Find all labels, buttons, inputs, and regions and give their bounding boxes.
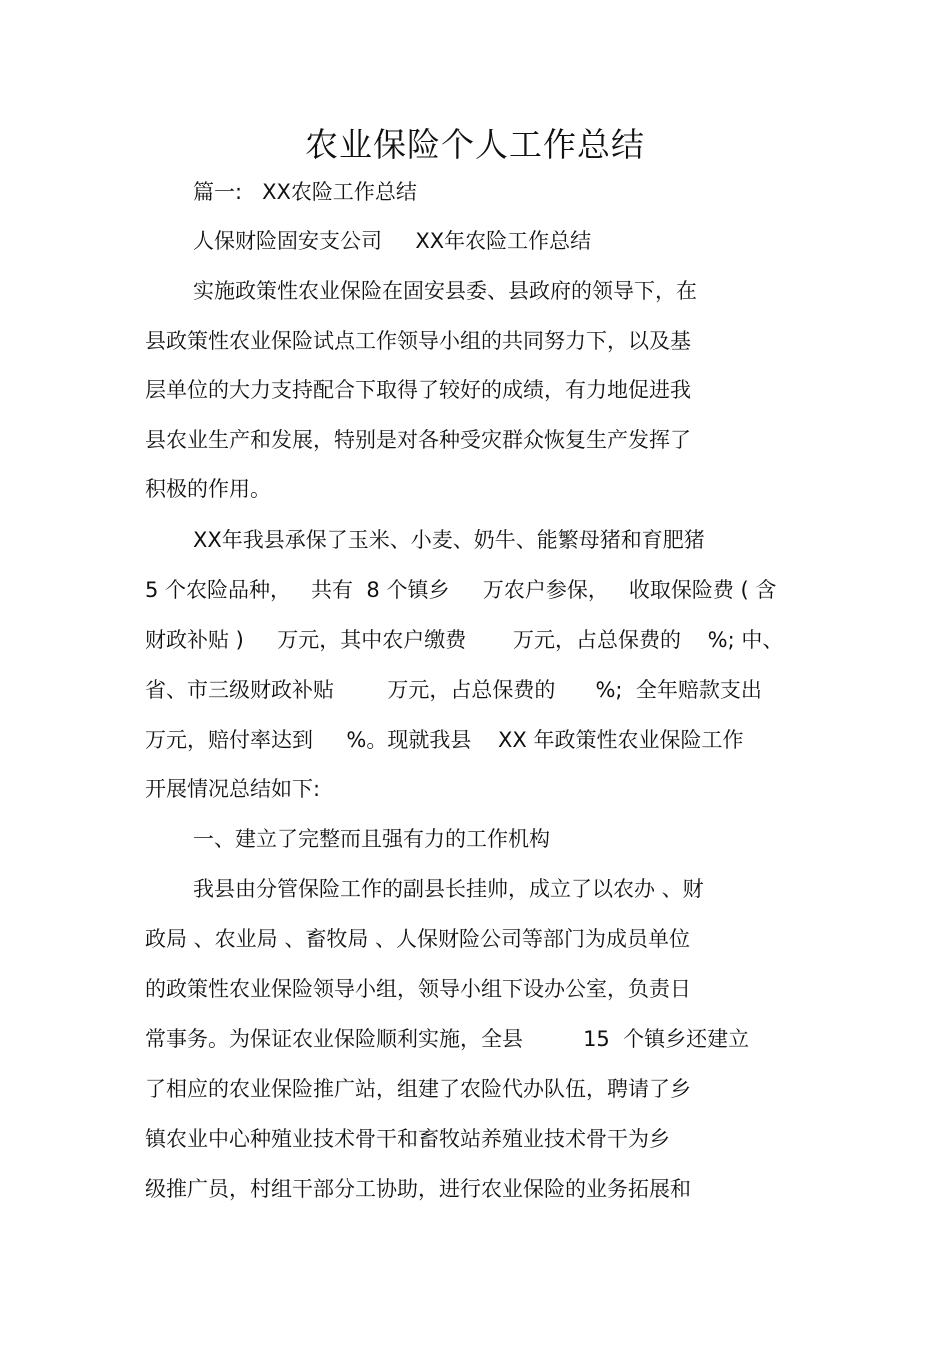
paragraph-line: 了相应的农业保险推广站，组建了农险代办队伍，聘请了乡 bbox=[145, 1077, 691, 1101]
paragraph-line: 万元，赔付率达到 %。现就我县 XX 年政策性农业保险工作 bbox=[145, 728, 744, 752]
paragraph-line: 财政补贴 ) 万元，其中农户缴费 万元，占总保费的 %; 中、 bbox=[145, 628, 784, 652]
paragraph-line: XX年我县承保了玉米、小麦、奶牛、能繁母猪和育肥猪 bbox=[193, 528, 705, 552]
paragraph-line: 级推广员，村组干部分工协助，进行农业保险的业务拓展和 bbox=[145, 1177, 691, 1201]
paragraph-line: 积极的作用。 bbox=[145, 477, 271, 501]
subtitle-line: 人保财险固安支公司 XX年农险工作总结 bbox=[193, 229, 592, 253]
paragraph-line: 层单位的大力支持配合下取得了较好的成绩，有力地促进我 bbox=[145, 378, 691, 402]
paragraph-line: 县政策性农业保险试点工作领导小组的共同努力下，以及基 bbox=[145, 329, 691, 353]
section-heading: 一、建立了完整而且强有力的工作机构 bbox=[193, 827, 550, 851]
paragraph-line: 常事务。为保证农业保险顺利实施，全县 15 个镇乡还建立 bbox=[145, 1027, 750, 1051]
paragraph-line: 5 个农险品种， 共有 8 个镇乡 万农户参保， 收取保险费 ( 含 bbox=[145, 578, 777, 602]
paragraph-line: 县农业生产和发展，特别是对各种受灾群众恢复生产发挥了 bbox=[145, 428, 691, 452]
paragraph-line: 的政策性农业保险领导小组，领导小组下设办公室，负责日 bbox=[145, 977, 691, 1001]
document-title: 农业保险个人工作总结 bbox=[305, 125, 645, 164]
paragraph-line: 政局 、农业局 、畜牧局 、人保财险公司等部门为成员单位 bbox=[145, 927, 691, 951]
paragraph-line: 省、市三级财政补贴 万元，占总保费的 %; 全年赔款支出 bbox=[145, 678, 762, 702]
paragraph-line: 镇农业中心种殖业技术骨干和畜牧站养殖业技术骨干为乡 bbox=[145, 1127, 670, 1151]
paragraph-line: 实施政策性农业保险在固安县委、县政府的领导下，在 bbox=[193, 279, 697, 303]
section-heading: 篇一: XX农险工作总结 bbox=[193, 180, 417, 204]
paragraph-line: 我县由分管保险工作的副县长挂帅，成立了以农办 、财 bbox=[193, 877, 704, 901]
paragraph-line: 开展情况总结如下: bbox=[145, 777, 321, 801]
